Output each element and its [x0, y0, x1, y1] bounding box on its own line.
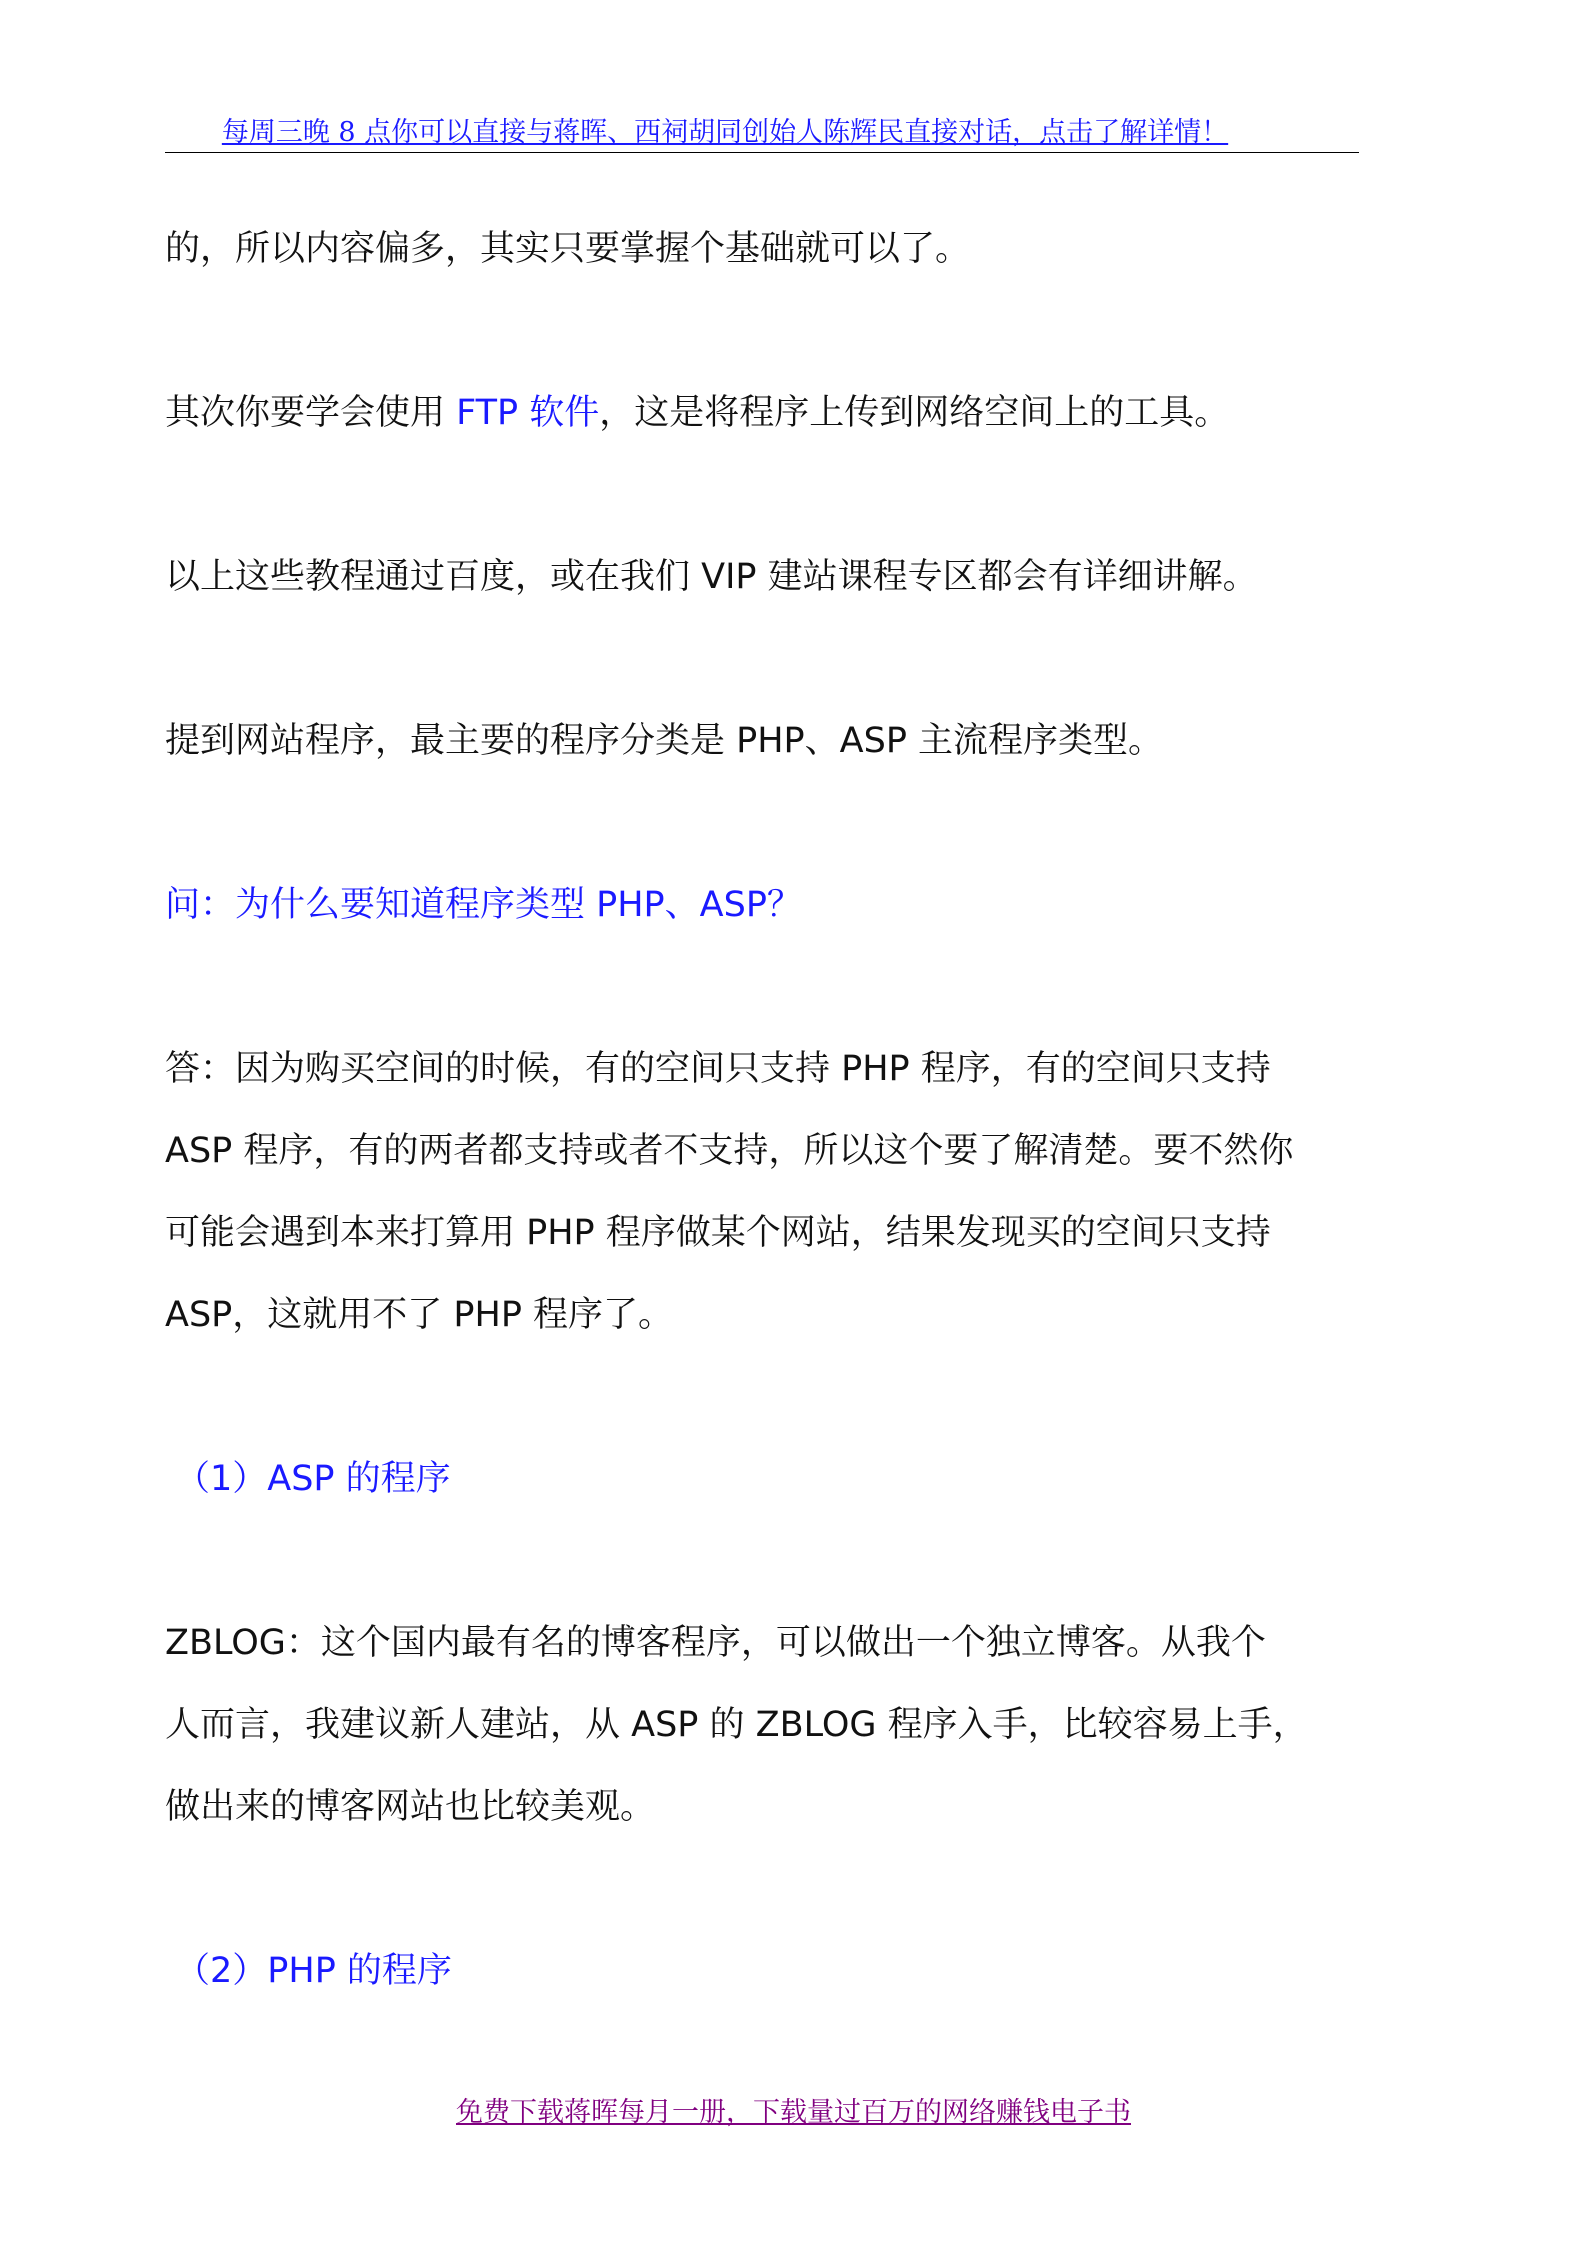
paragraph-ftp [165, 372, 1355, 454]
paragraph-ftp-lead: 其次你要学会使用 [165, 393, 457, 433]
zblog-paragraph [165, 1602, 1355, 1848]
header-promo-link[interactable]: 每周三晚 8 点你可以直接与蒋晖、西祠胡同创始人陈辉民直接对话，点击了解详情！ [221, 117, 1229, 148]
paragraph-basics: 的，所以内容偏多，其实只要掌握个基础就可以了。 [165, 229, 971, 269]
answer-line: ASP 程序，有的两者都支持或者不支持，所以这个要了解清楚。要不然你 [165, 1131, 1294, 1171]
question-heading: 问：为什么要知道程序类型 PHP、ASP？ [165, 885, 802, 925]
paragraph-tutorials: 以上这些教程通过百度，或在我们 VIP 建站课程专区都会有详细讲解。 [165, 557, 1258, 597]
paragraph-ftp-tail: ，这是将程序上传到网络空间上的工具。 [599, 393, 1230, 433]
header-divider [165, 152, 1359, 153]
zblog-line: 做出来的博客网站也比较美观。 [165, 1787, 656, 1827]
answer-line: 答：因为购买空间的时候，有的空间只支持 PHP 程序，有的空间只支持 [165, 1049, 1271, 1089]
paragraph-program-types: 提到网站程序，最主要的程序分类是 PHP、ASP 主流程序类型。 [165, 721, 1164, 761]
section-heading-php: （2）PHP 的程序 [175, 1951, 452, 1991]
answer-paragraph [165, 1028, 1355, 1356]
zblog-line: ZBLOG：这个国内最有名的博客程序，可以做出一个独立博客。从我个 [165, 1623, 1266, 1663]
ftp-software-link[interactable]: FTP 软件 [456, 393, 600, 433]
zblog-line: 人而言，我建议新人建站，从 ASP 的 ZBLOG 程序入手，比较容易上手， [165, 1705, 1308, 1745]
document-body [165, 208, 1355, 2094]
section-heading-asp: （1）ASP 的程序 [175, 1459, 451, 1499]
answer-line: 可能会遇到本来打算用 PHP 程序做某个网站，结果发现买的空间只支持 [165, 1213, 1271, 1253]
answer-line: ASP，这就用不了 PHP 程序了。 [165, 1295, 674, 1335]
footer-download-link[interactable]: 免费下载蒋晖每月一册，下载量过百万的网络赚钱电子书 [456, 2097, 1131, 2128]
